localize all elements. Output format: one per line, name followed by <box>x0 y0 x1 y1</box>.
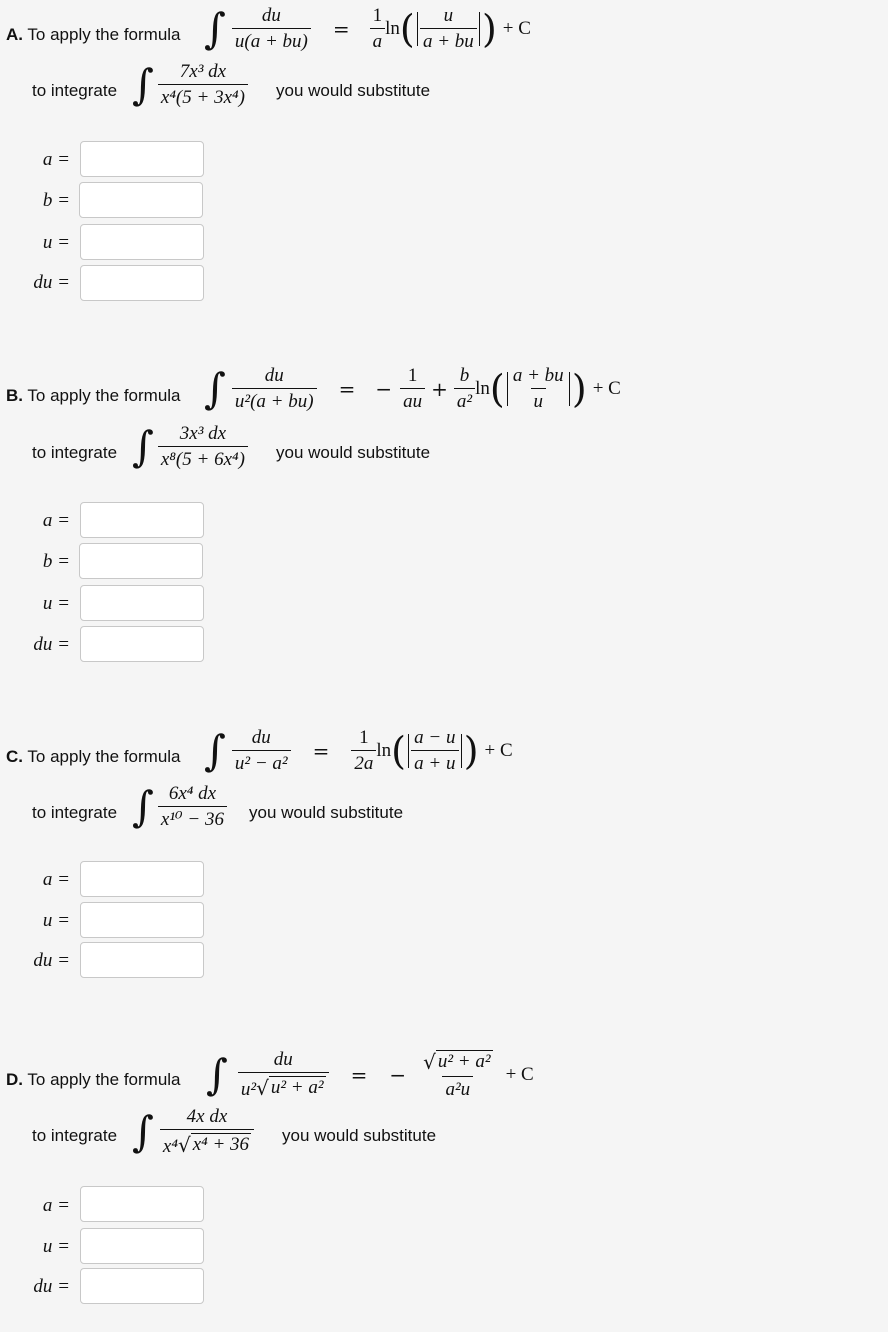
integrand-numerator: 3x³ dx <box>179 423 227 444</box>
field-label-u: u = <box>42 910 70 931</box>
formula-lhs-denominator: u(a + bu) <box>232 28 311 52</box>
formula-prefix: To apply the formula <box>27 1070 181 1089</box>
radicand: x⁴ + 36 <box>192 1134 250 1155</box>
part-b-formula <box>204 366 621 412</box>
field-label-u: u = <box>42 232 70 253</box>
plus-sign: + <box>431 377 448 401</box>
constant-of-integration: + C <box>502 18 531 39</box>
formula-lhs-fraction <box>232 728 291 774</box>
ln-argument-numerator: a − u <box>414 727 456 748</box>
ln-function: ln <box>475 378 490 399</box>
to-integrate-text: to integrate <box>32 803 118 822</box>
integral-sign: ∫ <box>204 364 226 413</box>
ln-argument-denominator: u <box>531 388 547 412</box>
substitute-text: you would substitute <box>276 81 431 100</box>
formula-lhs-numerator: du <box>261 5 281 26</box>
part-a-a-input[interactable] <box>80 141 204 177</box>
integrand-fraction <box>160 1107 254 1157</box>
field-label-a: a = <box>42 149 70 170</box>
formula-lhs-numerator: du <box>273 1049 293 1070</box>
ln-function: ln <box>385 18 400 39</box>
part-a-label: A. <box>6 25 23 44</box>
substitute-text: you would substitute <box>282 1126 437 1145</box>
part-c-label: C. <box>6 747 23 766</box>
to-integrate-text: to integrate <box>32 1126 118 1145</box>
field-label-u: u = <box>42 1236 70 1257</box>
rhs-numerator <box>420 1050 495 1076</box>
constant-of-integration: + C <box>505 1064 534 1085</box>
field-label-a: a = <box>42 1195 70 1216</box>
sqrt-radical <box>423 1050 492 1072</box>
part-d-a-input[interactable] <box>80 1186 204 1222</box>
formula-coefficient <box>351 728 376 774</box>
part-b-integrand <box>132 424 248 470</box>
right-paren: ) <box>481 7 497 51</box>
minus-sign: − <box>389 1063 407 1087</box>
left-paren: ( <box>489 367 505 411</box>
part-a-heading <box>6 25 181 45</box>
part-c-heading <box>6 747 181 767</box>
equals-sign: = <box>338 377 356 401</box>
abs-bar-left <box>408 734 409 768</box>
minus-sign: − <box>375 377 393 401</box>
part-c-integrand <box>132 784 227 830</box>
coefficient-denominator: 2a <box>351 750 376 774</box>
denominator-prefix: u² <box>240 1079 257 1100</box>
sqrt-sign: √ <box>423 1050 436 1074</box>
constant-of-integration: + C <box>592 378 621 399</box>
abs-bar-right <box>569 372 570 406</box>
integral-sign: ∫ <box>132 60 154 109</box>
part-b-b-input[interactable] <box>79 543 203 579</box>
equals-sign: = <box>332 17 350 41</box>
coefficient-denominator: a <box>370 28 386 52</box>
part-b-heading <box>6 386 181 406</box>
formula-lhs-fraction <box>232 366 317 412</box>
formula-prefix: To apply the formula <box>27 747 181 766</box>
integrand-fraction <box>158 62 248 108</box>
sqrt-sign: √ <box>256 1076 269 1100</box>
part-b-a-input[interactable] <box>80 502 204 538</box>
part-a-integrand <box>132 62 248 108</box>
to-integrate-text: to integrate <box>32 443 118 462</box>
sqrt-radical <box>256 1076 325 1098</box>
part-c-du-input[interactable] <box>80 942 204 978</box>
integrand-numerator: 7x³ dx <box>179 61 227 82</box>
part-a-formula <box>204 6 531 52</box>
ln-argument-denominator: a + bu <box>420 28 477 52</box>
field-label-du: du = <box>33 950 70 971</box>
equals-sign: = <box>350 1063 368 1087</box>
part-b-du-input[interactable] <box>80 626 204 662</box>
radicand: u² + a² <box>437 1051 491 1072</box>
integrand-numerator: 6x⁴ dx <box>168 783 217 804</box>
second-term-numerator: b <box>459 365 470 386</box>
part-d-du-input[interactable] <box>80 1268 204 1304</box>
part-d-label: D. <box>6 1070 23 1089</box>
second-term-denominator: a² <box>454 388 475 412</box>
part-d-heading <box>6 1070 181 1090</box>
rhs-denominator: a²u <box>442 1076 473 1100</box>
integrand-numerator: 4x dx <box>186 1106 228 1127</box>
coefficient-numerator: 1 <box>359 727 369 748</box>
field-label-u: u = <box>42 593 70 614</box>
field-label-a: a = <box>42 869 70 890</box>
second-term-coefficient <box>454 366 475 412</box>
integrand-denominator: x⁸(5 + 6x⁴) <box>158 446 248 470</box>
formula-lhs-denominator: u²(a + bu) <box>232 388 317 412</box>
substitute-text: you would substitute <box>249 803 404 822</box>
left-paren: ( <box>391 729 406 773</box>
integrand-fraction <box>158 424 248 470</box>
formula-lhs-denominator <box>238 1072 329 1100</box>
first-term-numerator: 1 <box>407 365 418 386</box>
integral-sign: ∫ <box>132 782 154 831</box>
ln-argument-numerator: u <box>443 5 454 26</box>
formula-prefix: To apply the formula <box>27 386 181 405</box>
integral-sign: ∫ <box>204 726 226 775</box>
part-d-formula <box>206 1050 534 1100</box>
integrand-denominator: x⁴(5 + 3x⁴) <box>158 84 248 108</box>
part-b-u-input[interactable] <box>80 585 204 621</box>
part-d-integrand <box>132 1107 254 1157</box>
part-c-formula <box>204 728 513 774</box>
to-integrate-text: to integrate <box>32 81 118 100</box>
constant-of-integration: + C <box>484 740 513 761</box>
coefficient-numerator: 1 <box>372 5 383 26</box>
ln-argument-numerator: a + bu <box>512 365 564 386</box>
part-a-du-input[interactable] <box>80 265 204 301</box>
denominator-prefix: x⁴ <box>162 1136 178 1157</box>
integral-sign: ∫ <box>204 4 226 53</box>
formula-lhs-fraction <box>238 1050 329 1100</box>
integral-sign: ∫ <box>206 1050 228 1099</box>
formula-lhs-numerator: du <box>251 727 271 748</box>
rhs-fraction <box>420 1050 495 1100</box>
formula-lhs-denominator: u² − a² <box>232 750 291 774</box>
ln-function: ln <box>376 740 392 761</box>
field-label-b: b = <box>42 190 70 211</box>
radicand: u² + a² <box>270 1077 324 1098</box>
substitute-text: you would substitute <box>276 443 431 462</box>
ln-argument <box>411 728 458 774</box>
field-label-du: du = <box>33 634 70 655</box>
first-term <box>400 366 425 412</box>
equals-sign: = <box>312 739 330 763</box>
abs-bar-left <box>507 372 508 406</box>
integrand-fraction <box>158 784 227 830</box>
part-c-u-input[interactable] <box>80 902 204 938</box>
right-paren: ) <box>571 367 587 411</box>
field-label-b: b = <box>42 551 70 572</box>
field-label-du: du = <box>33 272 70 293</box>
field-label-du: du = <box>33 1276 70 1297</box>
integrand-denominator: x¹⁰ − 36 <box>158 806 227 830</box>
ln-argument <box>510 366 567 412</box>
integral-sign: ∫ <box>132 1107 154 1156</box>
formula-lhs-fraction <box>232 6 311 52</box>
abs-bar-right <box>461 734 462 768</box>
formula-lhs-numerator: du <box>264 365 284 386</box>
integrand-denominator <box>160 1129 254 1157</box>
left-paren: ( <box>399 7 415 51</box>
abs-bar-right <box>479 12 480 46</box>
right-paren: ) <box>463 729 479 773</box>
sqrt-radical <box>178 1133 251 1155</box>
first-term-denominator: au <box>400 388 425 412</box>
part-a-u-input[interactable] <box>80 224 204 260</box>
part-c-a-input[interactable] <box>80 861 204 897</box>
formula-coefficient <box>370 6 386 52</box>
part-b-label: B. <box>6 386 23 405</box>
sqrt-sign: √ <box>177 1133 191 1157</box>
abs-bar-left <box>417 12 418 46</box>
formula-prefix: To apply the formula <box>27 25 181 44</box>
ln-argument <box>420 6 477 52</box>
field-label-a: a = <box>42 510 70 531</box>
part-d-u-input[interactable] <box>80 1228 204 1264</box>
integral-sign: ∫ <box>132 422 154 471</box>
ln-argument-denominator: a + u <box>411 750 458 774</box>
part-a-b-input[interactable] <box>79 182 203 218</box>
